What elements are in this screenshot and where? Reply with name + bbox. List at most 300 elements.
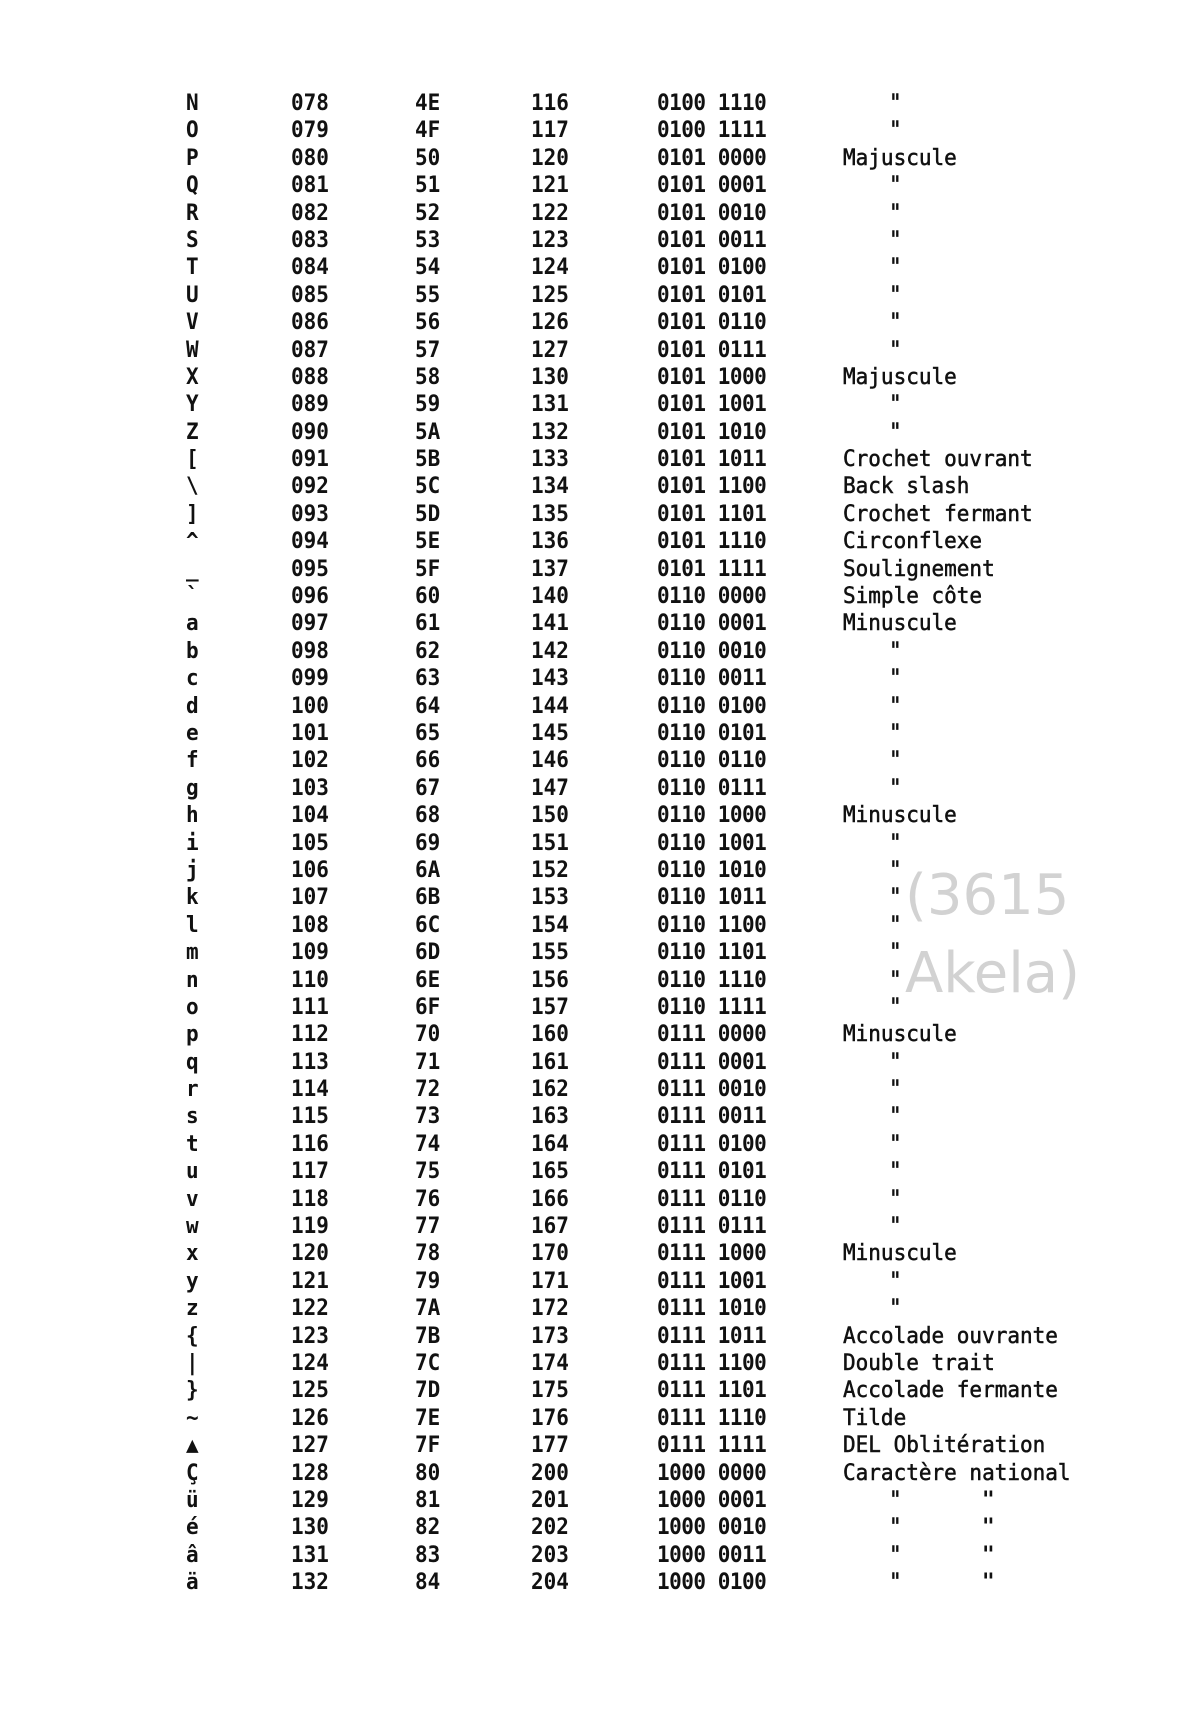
- binary-cell: 0101 0111: [657, 336, 767, 362]
- description-cell: ": [889, 1076, 902, 1102]
- octal-cell: 136: [531, 528, 569, 554]
- decimal-cell: 103: [291, 774, 329, 801]
- octal-cell: 176: [531, 1404, 569, 1430]
- decimal-cell: 081: [291, 172, 329, 198]
- octal-cell: 144: [531, 692, 569, 718]
- decimal-cell: 104: [291, 802, 329, 828]
- decimal-cell: 131: [291, 1541, 329, 1567]
- octal-cell: 145: [531, 720, 569, 746]
- character-cell: t: [186, 1130, 199, 1157]
- octal-cell: 164: [531, 1130, 569, 1157]
- character-cell: l: [186, 911, 199, 937]
- hex-cell: 72: [415, 1076, 441, 1102]
- octal-cell: 174: [531, 1350, 569, 1376]
- decimal-cell: 090: [291, 418, 329, 444]
- octal-cell: 161: [531, 1048, 569, 1074]
- table-row: [0, 472, 1200, 499]
- binary-cell: 0111 0000: [657, 1021, 767, 1047]
- character-cell: e: [186, 720, 199, 746]
- table-row: [0, 1459, 1200, 1486]
- table-row: [0, 308, 1200, 335]
- description-cell: Minuscule: [843, 802, 957, 828]
- description-cell: Accolade fermante: [843, 1377, 1058, 1403]
- description-cell: ": [889, 884, 902, 910]
- description-cell: ": [889, 309, 902, 335]
- description-cell: Crochet fermant: [843, 500, 1033, 527]
- character-cell: }: [186, 1377, 199, 1403]
- hex-cell: 71: [415, 1048, 441, 1074]
- decimal-cell: 126: [291, 1404, 329, 1430]
- character-cell: O: [186, 117, 199, 143]
- description-cell: ": [889, 911, 902, 937]
- description-cell: Tilde: [843, 1404, 907, 1430]
- hex-cell: 7C: [415, 1350, 441, 1376]
- character-cell: X: [186, 363, 199, 390]
- hex-cell: 82: [415, 1514, 441, 1540]
- hex-cell: 76: [415, 1185, 441, 1211]
- watermark-line-2: Akela): [905, 941, 1080, 1006]
- description-cell: ": [889, 939, 902, 965]
- binary-cell: 0101 0101: [657, 281, 767, 307]
- octal-cell: 160: [531, 1021, 569, 1047]
- table-row: [0, 1102, 1200, 1129]
- hex-cell: 62: [415, 637, 441, 664]
- hex-cell: 6A: [415, 856, 441, 883]
- octal-cell: 175: [531, 1377, 569, 1403]
- hex-cell: 6E: [415, 966, 441, 992]
- table-row: [0, 226, 1200, 253]
- binary-cell: 0101 1011: [657, 446, 767, 472]
- table-row: [0, 1431, 1200, 1458]
- binary-cell: 0101 0001: [657, 172, 767, 198]
- binary-cell: 0110 0101: [657, 720, 767, 746]
- character-cell: y: [186, 1267, 199, 1294]
- description-cell: Minuscule: [843, 610, 957, 636]
- description-cell: ": [889, 1185, 902, 1211]
- binary-cell: 0101 0000: [657, 144, 767, 171]
- octal-cell: 203: [531, 1541, 569, 1567]
- hex-cell: 5C: [415, 473, 441, 499]
- binary-cell: 0100 1111: [657, 117, 767, 143]
- binary-cell: 0101 1010: [657, 418, 767, 444]
- table-row: [0, 390, 1200, 417]
- table-row: [0, 609, 1200, 636]
- decimal-cell: 109: [291, 939, 329, 965]
- binary-cell: 0111 0101: [657, 1158, 767, 1184]
- binary-cell: 0110 0010: [657, 637, 767, 664]
- hex-cell: 6D: [415, 939, 441, 965]
- description-cell: Back slash: [843, 473, 970, 499]
- hex-cell: 70: [415, 1021, 441, 1047]
- table-row: [0, 1157, 1200, 1184]
- octal-cell: 170: [531, 1240, 569, 1266]
- octal-cell: 141: [531, 610, 569, 636]
- decimal-cell: 088: [291, 363, 329, 390]
- decimal-cell: 099: [291, 665, 329, 691]
- octal-cell: 124: [531, 254, 569, 280]
- binary-cell: 0111 0001: [657, 1048, 767, 1074]
- binary-cell: 0111 1000: [657, 1240, 767, 1266]
- table-row: [0, 418, 1200, 445]
- binary-cell: 0110 1110: [657, 966, 767, 992]
- character-cell: P: [186, 144, 199, 171]
- ditto-extra-cell: ": [982, 1541, 995, 1567]
- table-row: [0, 1322, 1200, 1349]
- octal-cell: 140: [531, 583, 569, 609]
- character-cell: Q: [186, 172, 199, 198]
- character-cell: i: [186, 829, 199, 855]
- binary-cell: 0110 0011: [657, 665, 767, 691]
- table-row: [0, 116, 1200, 143]
- table-row: [0, 253, 1200, 280]
- description-cell: Majuscule: [843, 144, 957, 171]
- binary-cell: 0111 1010: [657, 1295, 767, 1321]
- character-cell: Y: [186, 391, 199, 417]
- decimal-cell: 127: [291, 1432, 329, 1458]
- hex-cell: 7E: [415, 1404, 441, 1430]
- binary-cell: 0101 1001: [657, 391, 767, 417]
- binary-cell: 1000 0001: [657, 1486, 767, 1513]
- description-cell: ": [889, 1295, 902, 1321]
- hex-cell: 67: [415, 774, 441, 801]
- decimal-cell: 101: [291, 720, 329, 746]
- character-cell: é: [186, 1514, 199, 1540]
- octal-cell: 133: [531, 446, 569, 472]
- character-cell: V: [186, 309, 199, 335]
- octal-cell: 125: [531, 281, 569, 307]
- octal-cell: 172: [531, 1295, 569, 1321]
- binary-cell: 1000 0011: [657, 1541, 767, 1567]
- decimal-cell: 120: [291, 1240, 329, 1266]
- character-cell: ]: [186, 500, 199, 527]
- description-cell: ": [889, 692, 902, 718]
- description-cell: Crochet ouvrant: [843, 446, 1033, 472]
- character-cell: R: [186, 199, 199, 225]
- binary-cell: 0110 1001: [657, 829, 767, 855]
- character-cell: a: [186, 610, 199, 636]
- description-cell: Majuscule: [843, 363, 957, 390]
- decimal-cell: 097: [291, 610, 329, 636]
- description-cell: ": [889, 665, 902, 691]
- decimal-cell: 082: [291, 199, 329, 225]
- binary-cell: 1000 0010: [657, 1514, 767, 1540]
- octal-cell: 154: [531, 911, 569, 937]
- table-row: [0, 89, 1200, 116]
- decimal-cell: 086: [291, 309, 329, 335]
- octal-cell: 166: [531, 1185, 569, 1211]
- hex-cell: 6F: [415, 993, 441, 1020]
- hex-cell: 52: [415, 199, 441, 225]
- hex-cell: 7F: [415, 1432, 441, 1458]
- octal-cell: 163: [531, 1103, 569, 1129]
- decimal-cell: 119: [291, 1213, 329, 1239]
- table-row: [0, 363, 1200, 390]
- hex-cell: 63: [415, 665, 441, 691]
- octal-cell: 127: [531, 336, 569, 362]
- hex-cell: 68: [415, 802, 441, 828]
- binary-cell: 0110 1111: [657, 993, 767, 1020]
- description-cell: Double trait: [843, 1350, 995, 1376]
- character-cell: ~: [186, 1404, 199, 1430]
- decimal-cell: 095: [291, 555, 329, 581]
- description-cell: ": [889, 254, 902, 280]
- description-cell: ": [889, 720, 902, 746]
- character-cell: j: [186, 856, 199, 883]
- binary-cell: 0110 1000: [657, 802, 767, 828]
- character-cell: h: [186, 802, 199, 828]
- decimal-cell: 121: [291, 1267, 329, 1294]
- table-row: [0, 582, 1200, 609]
- table-row: [0, 1568, 1200, 1595]
- decimal-cell: 078: [291, 90, 329, 116]
- decimal-cell: 111: [291, 993, 329, 1020]
- character-cell: `: [186, 583, 199, 609]
- hex-cell: 65: [415, 720, 441, 746]
- table-row: [0, 281, 1200, 308]
- character-cell: â: [186, 1541, 199, 1567]
- table-row: [0, 1075, 1200, 1102]
- binary-cell: 0110 1010: [657, 856, 767, 883]
- octal-cell: 171: [531, 1267, 569, 1294]
- octal-cell: 201: [531, 1486, 569, 1513]
- table-row: [0, 445, 1200, 472]
- character-cell: T: [186, 254, 199, 280]
- binary-cell: 0111 1011: [657, 1322, 767, 1348]
- table-row: [0, 1541, 1200, 1568]
- character-cell: Ç: [186, 1459, 199, 1485]
- decimal-cell: 114: [291, 1076, 329, 1102]
- character-cell: k: [186, 884, 199, 910]
- hex-cell: 78: [415, 1240, 441, 1266]
- hex-cell: 7D: [415, 1377, 441, 1403]
- table-row: [0, 1267, 1200, 1294]
- binary-cell: 0110 0100: [657, 692, 767, 718]
- table-row: [0, 336, 1200, 363]
- decimal-cell: 102: [291, 747, 329, 773]
- description-cell: ": [889, 856, 902, 883]
- hex-cell: 83: [415, 1541, 441, 1567]
- description-cell: ": [889, 199, 902, 225]
- table-row: [0, 1185, 1200, 1212]
- character-cell: c: [186, 665, 199, 691]
- decimal-cell: 115: [291, 1103, 329, 1129]
- octal-cell: 120: [531, 144, 569, 171]
- binary-cell: 0111 1111: [657, 1432, 767, 1458]
- table-row: [0, 1486, 1200, 1513]
- description-cell: Minuscule: [843, 1021, 957, 1047]
- decimal-cell: 096: [291, 583, 329, 609]
- description-cell: ": [889, 1541, 902, 1567]
- description-cell: ": [889, 1569, 902, 1595]
- description-cell: Soulignement: [843, 555, 995, 581]
- character-cell: ^: [186, 528, 199, 554]
- description-cell: ": [889, 747, 902, 773]
- character-cell: N: [186, 90, 199, 116]
- description-cell: ": [889, 1486, 902, 1513]
- octal-cell: 132: [531, 418, 569, 444]
- decimal-cell: 091: [291, 446, 329, 472]
- decimal-cell: 125: [291, 1377, 329, 1403]
- table-row: [0, 1349, 1200, 1376]
- description-cell: ": [889, 774, 902, 801]
- octal-cell: 152: [531, 856, 569, 883]
- decimal-cell: 105: [291, 829, 329, 855]
- table-row: [0, 1376, 1200, 1403]
- hex-cell: 6B: [415, 884, 441, 910]
- decimal-cell: 084: [291, 254, 329, 280]
- character-cell: _: [186, 555, 199, 581]
- character-cell: W: [186, 336, 199, 362]
- hex-cell: 51: [415, 172, 441, 198]
- character-cell: ä: [186, 1569, 199, 1595]
- decimal-cell: 108: [291, 911, 329, 937]
- table-row: [0, 801, 1200, 828]
- octal-cell: 122: [531, 199, 569, 225]
- octal-cell: 167: [531, 1213, 569, 1239]
- binary-cell: 0101 1110: [657, 528, 767, 554]
- decimal-cell: 079: [291, 117, 329, 143]
- octal-cell: 137: [531, 555, 569, 581]
- octal-cell: 146: [531, 747, 569, 773]
- octal-cell: 121: [531, 172, 569, 198]
- binary-cell: 0101 1100: [657, 473, 767, 499]
- binary-cell: 0111 0110: [657, 1185, 767, 1211]
- hex-cell: 59: [415, 391, 441, 417]
- decimal-cell: 106: [291, 856, 329, 883]
- table-row: [0, 1239, 1200, 1266]
- decimal-cell: 087: [291, 336, 329, 362]
- decimal-cell: 116: [291, 1130, 329, 1157]
- hex-cell: 5A: [415, 418, 441, 444]
- character-cell: p: [186, 1021, 199, 1047]
- table-row: [0, 774, 1200, 801]
- octal-cell: 151: [531, 829, 569, 855]
- table-row: [0, 1404, 1200, 1431]
- decimal-cell: 094: [291, 528, 329, 554]
- hex-cell: 60: [415, 583, 441, 609]
- octal-cell: 156: [531, 966, 569, 992]
- description-cell: Simple côte: [843, 583, 983, 609]
- hex-cell: 56: [415, 309, 441, 335]
- table-row: [0, 1294, 1200, 1321]
- decimal-cell: 130: [291, 1514, 329, 1540]
- hex-cell: 61: [415, 610, 441, 636]
- hex-cell: 5B: [415, 446, 441, 472]
- decimal-cell: 098: [291, 637, 329, 664]
- character-cell: ü: [186, 1486, 199, 1513]
- character-cell: d: [186, 692, 199, 718]
- hex-cell: 5F: [415, 555, 441, 581]
- hex-cell: 5E: [415, 528, 441, 554]
- description-cell: ": [889, 172, 902, 198]
- character-cell: {: [186, 1322, 199, 1348]
- octal-cell: 165: [531, 1158, 569, 1184]
- character-code-table: [0, 89, 1200, 1595]
- binary-cell: 0111 1110: [657, 1404, 767, 1430]
- hex-cell: 55: [415, 281, 441, 307]
- hex-cell: 7B: [415, 1322, 441, 1348]
- character-cell: f: [186, 747, 199, 773]
- character-cell: z: [186, 1295, 199, 1321]
- character-cell: \: [186, 473, 199, 499]
- hex-cell: 69: [415, 829, 441, 855]
- binary-cell: 0101 1101: [657, 500, 767, 527]
- watermark-line-1: (3615: [905, 863, 1070, 928]
- hex-cell: 84: [415, 1569, 441, 1595]
- octal-cell: 147: [531, 774, 569, 801]
- character-cell: w: [186, 1213, 199, 1239]
- table-row: [0, 171, 1200, 198]
- hex-cell: 4F: [415, 117, 441, 143]
- character-cell: [: [186, 446, 199, 472]
- description-cell: ": [889, 637, 902, 664]
- decimal-cell: 123: [291, 1322, 329, 1348]
- hex-cell: 80: [415, 1459, 441, 1485]
- decimal-cell: 092: [291, 473, 329, 499]
- octal-cell: 131: [531, 391, 569, 417]
- table-row: [0, 1513, 1200, 1540]
- decimal-cell: 118: [291, 1185, 329, 1211]
- description-cell: ": [889, 966, 902, 992]
- decimal-cell: 128: [291, 1459, 329, 1485]
- character-cell: g: [186, 774, 199, 801]
- octal-cell: 200: [531, 1459, 569, 1485]
- binary-cell: 0110 0110: [657, 747, 767, 773]
- binary-cell: 0110 0000: [657, 583, 767, 609]
- hex-cell: 66: [415, 747, 441, 773]
- character-cell: u: [186, 1158, 199, 1184]
- table-row: [0, 719, 1200, 746]
- hex-cell: 73: [415, 1103, 441, 1129]
- octal-cell: 126: [531, 309, 569, 335]
- octal-cell: 162: [531, 1076, 569, 1102]
- table-row: [0, 692, 1200, 719]
- table-row: [0, 664, 1200, 691]
- hex-cell: 58: [415, 363, 441, 390]
- binary-cell: 0110 1101: [657, 939, 767, 965]
- character-cell: s: [186, 1103, 199, 1129]
- binary-cell: 0101 1000: [657, 363, 767, 390]
- ditto-extra-cell: ": [982, 1486, 995, 1513]
- decimal-cell: 100: [291, 692, 329, 718]
- octal-cell: 142: [531, 637, 569, 664]
- binary-cell: 0101 0011: [657, 227, 767, 253]
- description-cell: ": [889, 1514, 902, 1540]
- hex-cell: 74: [415, 1130, 441, 1157]
- binary-cell: 0111 1001: [657, 1267, 767, 1294]
- octal-cell: 143: [531, 665, 569, 691]
- decimal-cell: 129: [291, 1486, 329, 1513]
- decimal-cell: 080: [291, 144, 329, 171]
- character-cell: n: [186, 966, 199, 992]
- ditto-extra-cell: ": [982, 1514, 995, 1540]
- decimal-cell: 085: [291, 281, 329, 307]
- description-cell: ": [889, 391, 902, 417]
- octal-cell: 157: [531, 993, 569, 1020]
- binary-cell: 0111 0111: [657, 1213, 767, 1239]
- character-cell: o: [186, 993, 199, 1020]
- decimal-cell: 083: [291, 227, 329, 253]
- octal-cell: 116: [531, 90, 569, 116]
- description-cell: ": [889, 1048, 902, 1074]
- hex-cell: 5D: [415, 500, 441, 527]
- decimal-cell: 112: [291, 1021, 329, 1047]
- description-cell: ": [889, 1130, 902, 1157]
- octal-cell: 153: [531, 884, 569, 910]
- description-cell: Circonflexe: [843, 528, 983, 554]
- octal-cell: 155: [531, 939, 569, 965]
- hex-cell: 79: [415, 1267, 441, 1294]
